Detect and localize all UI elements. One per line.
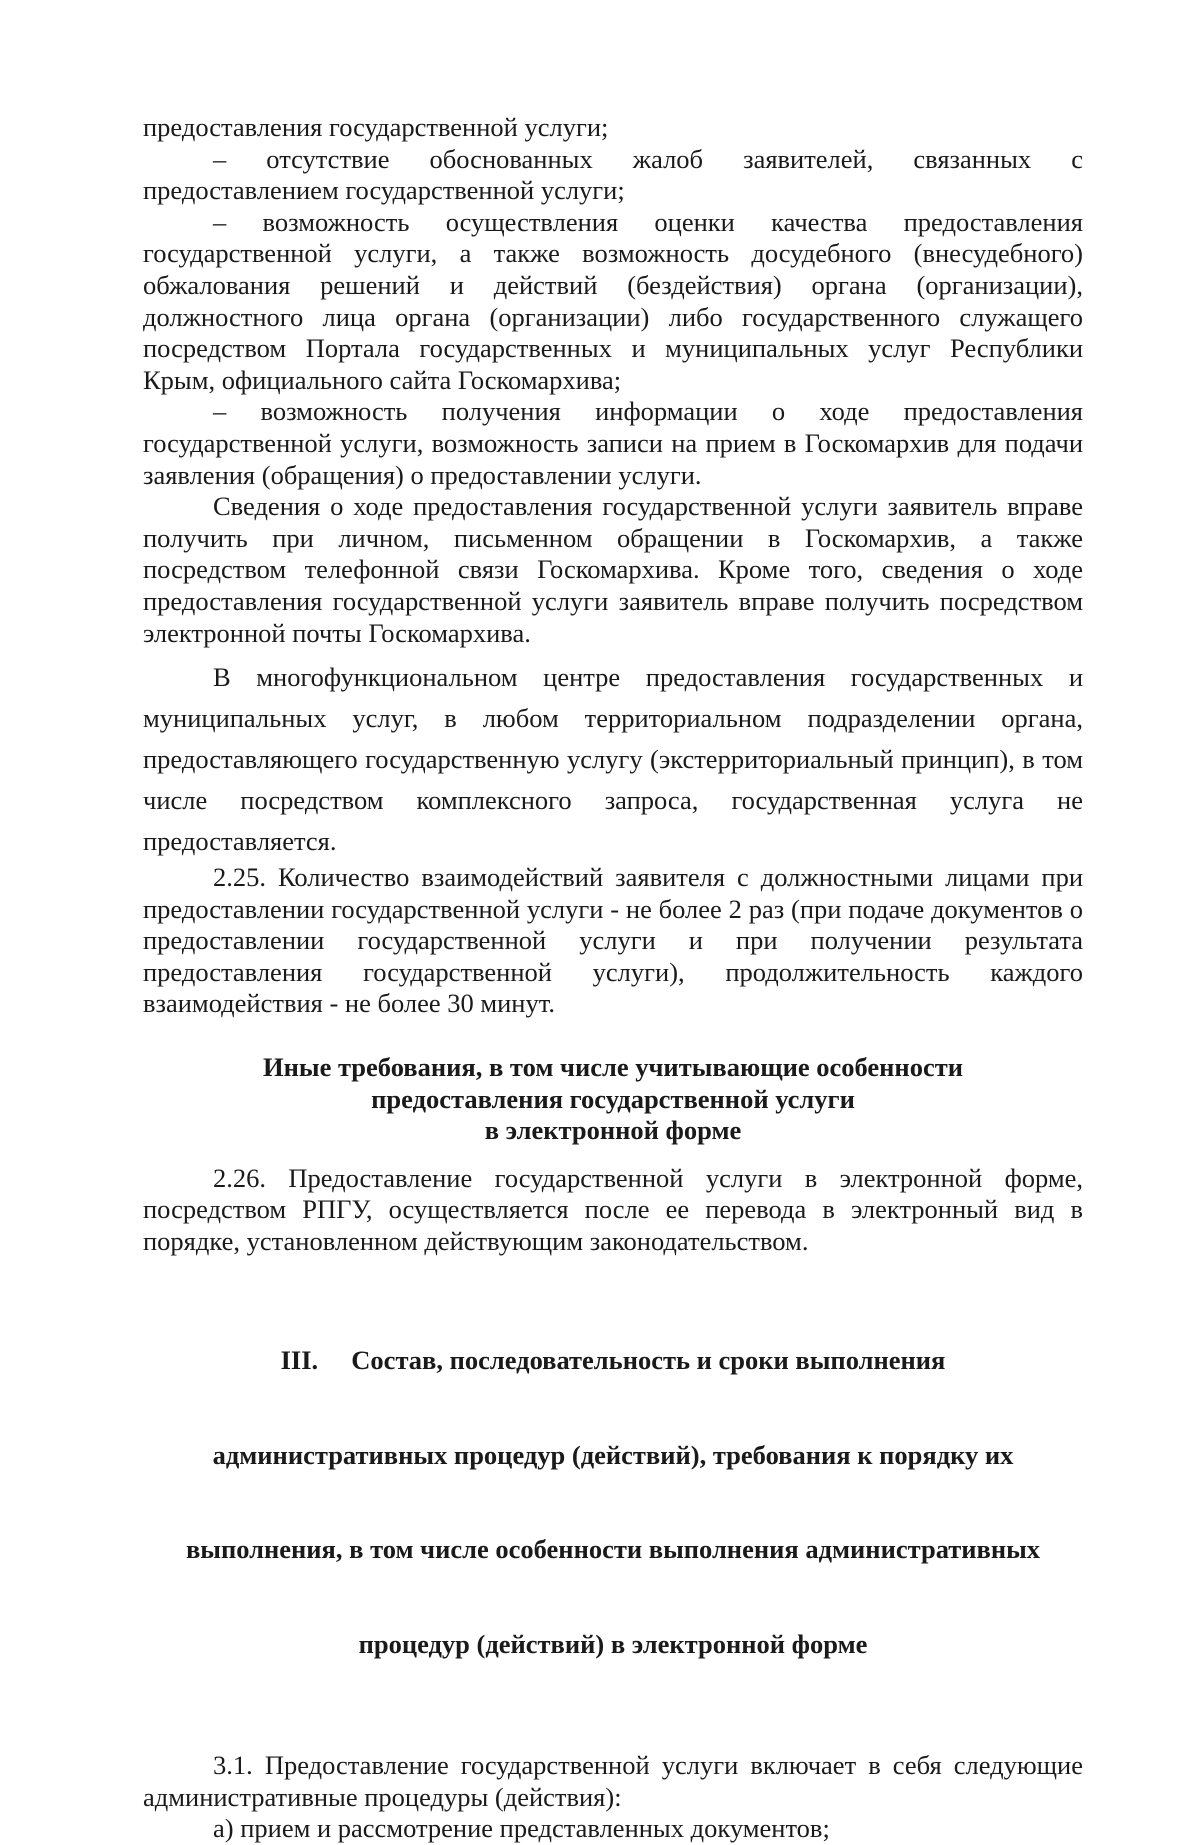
heading-line: III. Состав, последовательность и сроки выполнения [280, 1344, 946, 1375]
heading-line: административных процедур (действий), требования к порядку их [212, 1439, 1014, 1470]
heading-line: процедур (действий) в электронной форме [358, 1629, 868, 1660]
paragraph-quality-assessment: – возможность осуществления оценки качества предоставления государственной услуги, а также возможность досудебного (внесудебного) обжалования решений и действий (бездействия) органа (организации), должностного лица органа (организации) либо государственного служащего посредством Портала государственных и муниципальных услуг Республики Крым, официального сайта Госкомархива; [143, 206, 1083, 395]
heading-line: Иные требования, в том числе учитывающие особенности [263, 1052, 963, 1083]
list-item-a: а) прием и рассмотрение представленных документов; [213, 1813, 830, 1844]
section-heading-other-requirements [143, 1052, 1083, 1147]
heading-line: выполнения, в том числе особенности выполнения административных [185, 1534, 1041, 1565]
heading-line: в электронной форме [484, 1115, 742, 1146]
paragraph-continuation: предоставления государственной услуги; [143, 112, 609, 142]
section-heading-iii [143, 1282, 1083, 1724]
heading-line: предоставления государственной услуги [371, 1083, 855, 1114]
paragraph-info-access: – возможность получения информации о ходе предоставления государственной услуги, возможность записи на прием в Госкомархив для подачи заявления (обращения) о предоставлении услуги. [143, 396, 1083, 490]
paragraph-mfc: В многофункциональном центре предоставления государственных и муниципальных услуг, в любом территориальном подразделении органа, предоставляющего государственную услугу (экстерриториальный принцип), в том числе посредством комплексного запроса, государственная услуга не предоставляется. [143, 662, 1083, 857]
paragraph-progress-info: Сведения о ходе предоставления государственной услуги заявитель вправе получить при личном, письменном обращении в Госкомархив, а также посредством телефонной связи Госкомархива. Кроме того, сведения о ходе предоставления государственной услуги заявитель вправе получить посредством электронной почты Госкомархива. [143, 491, 1083, 648]
paragraph-2-25: 2.25. Количество взаимодействий заявителя с должностными лицами при предоставлении государственной услуги - не более 2 раз (при подаче документов о предоставлении государственной услуги и при получении результата предоставления государственной услуги), продолжительность каждого взаимодействия - не более 30 минут. [143, 862, 1083, 1019]
paragraph-3-1: 3.1. Предоставление государственной услуги включает в себя следующие административные процедуры (действия): [143, 1749, 1083, 1812]
paragraph-2-26: 2.26. Предоставление государственной услуги в электронной форме, посредством РПГУ, осуществляется после ее перевода в электронный вид в порядке, установленном действующим законодательством. [143, 1162, 1083, 1257]
paragraph-no-complaints: – отсутствие обоснованных жалоб заявителей, связанных с предоставлением государственной услуги; [143, 143, 1083, 206]
document-page [143, 112, 1083, 1845]
